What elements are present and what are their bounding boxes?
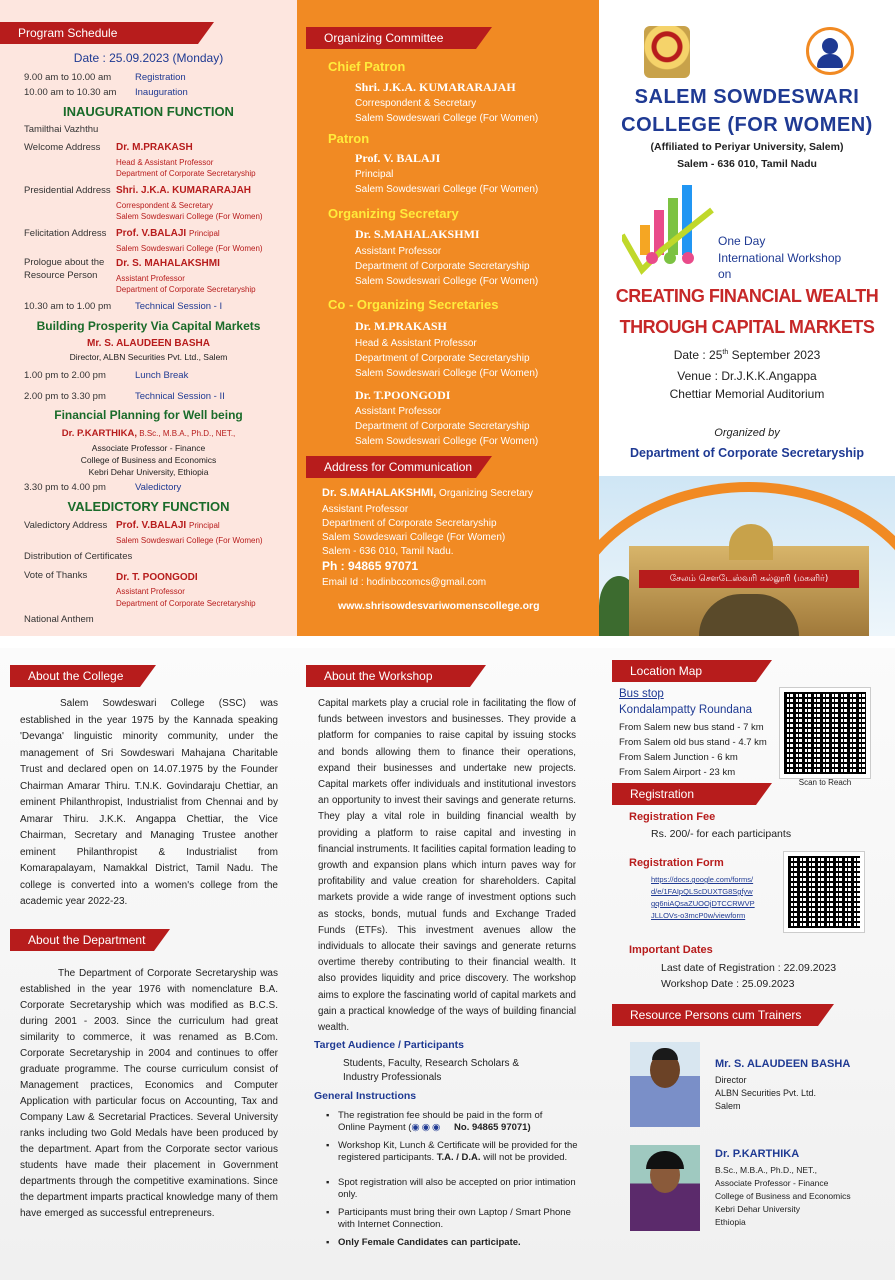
address-name: Dr. S.MAHALAKSHMI, bbox=[322, 487, 437, 499]
fel-name: Prof. V.BALAJI bbox=[116, 228, 187, 239]
last-date: Last date of Registration : 22.09.2023 bbox=[661, 962, 837, 974]
resource-photo-1 bbox=[630, 1042, 700, 1127]
vote-sub2: Department of Corporate Secretaryship bbox=[116, 599, 256, 608]
venue-2: Chettiar Memorial Auditorium bbox=[669, 387, 825, 401]
ts2-sub1: Associate Professor - Finance bbox=[91, 443, 206, 453]
website-link[interactable]: www.shrisowdesvariwomenscollege.org bbox=[338, 600, 540, 612]
location-header: Location Map bbox=[612, 660, 756, 682]
co2-name: Dr. T.POONGODI bbox=[355, 388, 451, 402]
vad-name: Prof. V.BALAJI bbox=[116, 520, 187, 531]
dept-logo-icon bbox=[806, 27, 854, 75]
resource-1-l3: Salem bbox=[715, 1101, 741, 1111]
lunch-label: Lunch Break bbox=[135, 370, 189, 381]
ws-one-day: One Day bbox=[718, 234, 766, 248]
patron-head: Patron bbox=[328, 131, 370, 146]
program-schedule-header: Program Schedule bbox=[0, 22, 198, 44]
general-instr-head: General Instructions bbox=[314, 1090, 417, 1102]
address-l4: Salem - 636 010, Tamil Nadu. bbox=[322, 546, 454, 557]
reg-label: Registration bbox=[135, 72, 186, 83]
ts1-name: Mr. S. ALAUDEEN BASHA bbox=[87, 338, 210, 349]
instr-1b: Online Payment ( bbox=[338, 1122, 412, 1133]
co-head: Co - Organizing Secretaries bbox=[328, 297, 499, 312]
patron-sub1: Principal bbox=[355, 169, 394, 180]
reg-fee: Rs. 200/- for each participants bbox=[651, 828, 792, 840]
target-audience-head: Target Audience / Participants bbox=[314, 1039, 464, 1051]
resource-header: Resource Persons cum Trainers bbox=[612, 1004, 818, 1026]
vad-name-wrap bbox=[116, 520, 220, 531]
registration-header: Registration bbox=[612, 783, 756, 805]
college-name-1: SALEM SOWDESWARI bbox=[634, 86, 860, 108]
welcome-sub2: Department of Corporate Secretaryship bbox=[116, 169, 256, 178]
about-college-text: Salem Sowdeswari College (SSC) was established in the year 1975 by the Kannada speaking 'Devanga' linguistic minority community, under the management of Sri Sowdeswari Mahajana Charitable Trust and declared open on 14.07.1975 by the Founder Chairman Amarar Thiru. T.N.K. Govindaraju Chettiar, an eminent Philanthropist, Industrialist from Chennai and by Amarar Thiru. J.K.K. Angappa Chettiar, the Vice Chairman, Secretary and Managing Trustee another eminent Philanthropist & Industrialist from Komarapalayam, Namakkal District, Tamil Nadu. The college is converted into a women's college from the academic year 2022-23. bbox=[20, 698, 278, 907]
committee-header: Organizing Committee bbox=[306, 27, 476, 49]
co1-sub1: Head & Assistant Professor bbox=[355, 338, 477, 349]
resource-2-l5: Ethiopia bbox=[715, 1217, 746, 1227]
sec-sub1: Assistant Professor bbox=[355, 246, 442, 257]
resource-2-name: Dr. P.KARTHIKA bbox=[715, 1148, 800, 1160]
workshop-title-2: THROUGH CAPITAL MARKETS bbox=[619, 317, 875, 337]
pres-label: Presidential Address bbox=[24, 185, 111, 196]
ts2-label: Technical Session - II bbox=[135, 391, 225, 402]
cover-date-prefix: Date : 25 bbox=[673, 348, 723, 362]
address-header: Address for Communication bbox=[306, 456, 476, 478]
ts2-time: 2.00 pm to 3.30 pm bbox=[24, 391, 106, 402]
instr-1c: No. 94865 97071) bbox=[451, 1122, 531, 1133]
welcome-name: Dr. M.PRAKASH bbox=[116, 142, 193, 153]
college-affil: (Affiliated to Periyar University, Salem) bbox=[650, 141, 844, 153]
ts2-name: Dr. P.KARTHIKA, bbox=[61, 428, 138, 439]
co2-sub1: Assistant Professor bbox=[355, 406, 442, 417]
resource-2-l1: B.Sc., M.B.A., Ph.D., NET., bbox=[715, 1165, 818, 1175]
about-dept-text: The Department of Corporate Secretaryship was established in the year 1976 with nomenclature B.A. Corporate Secretaryship which was modified as B.C.S. during 2001 - 2003. Since the curriculum had great similarity to commerce, it was renamed as B.Com. Corporate Secretaryship in 2004 and continues to offer graduate programme. The course curriculum consist of Management practices, Economics and Computer Application with particular focus on Accounting, Tax and Company Law & Secretarial Practices. Several University ranks including two Gold Medals have been produced by the department. Apart from the Corporate sector various students have made their placement in Government departments through the competitive examinations. Since the department imparts practical knowledge many of them have emerged as successful entrepreneurs. bbox=[20, 968, 278, 1219]
pres-sub2: Salem Sowdeswari College (For Women) bbox=[116, 212, 263, 221]
sec-head: Organizing Secretary bbox=[328, 206, 459, 221]
address-name-suffix: Organizing Secretary bbox=[436, 488, 533, 499]
fel-label: Felicitation Address bbox=[24, 228, 107, 239]
ts1-label: Technical Session - I bbox=[135, 301, 223, 312]
reg-url-2[interactable]: d/e/1FAIpQLScDUXTG8Sgfyw bbox=[651, 887, 753, 896]
bus-stop-name: Kondalampatty Roundana bbox=[619, 704, 752, 716]
tamilthai: Tamilthai Vazhthu bbox=[24, 124, 99, 135]
chief-head: Chief Patron bbox=[328, 59, 406, 74]
lunch-time: 1.00 pm to 2.00 pm bbox=[24, 370, 106, 381]
chief-sub1: Correspondent & Secretary bbox=[355, 98, 477, 109]
instr-1a: The registration fee should be paid in the form of bbox=[338, 1110, 543, 1121]
welcome-label: Welcome Address bbox=[24, 142, 101, 153]
dist: Distribution of Certificates bbox=[24, 551, 133, 562]
resource-2-l4: Kebri Dehar University bbox=[715, 1204, 801, 1214]
prol-label1: Prologue about the bbox=[24, 257, 105, 268]
chief-sub2: Salem Sowdeswari College (For Women) bbox=[355, 113, 539, 124]
address-l2: Department of Corporate Secretaryship bbox=[322, 518, 497, 529]
gate-text: சேலம் சௌடேஸ்வரி கல்லூரி (மகளிர்) bbox=[639, 570, 859, 588]
val-label: Valedictory bbox=[135, 482, 182, 493]
bus-stop-label: Bus stop bbox=[619, 688, 664, 700]
val-time: 3.30 pm to 4.00 pm bbox=[24, 482, 106, 493]
fel-suffix: Principal bbox=[188, 229, 220, 238]
ws-international: International Workshop bbox=[718, 251, 842, 265]
vad-suffix: Principal bbox=[188, 521, 220, 530]
ts2-sub3: Kebri Dehar University, Ethiopia bbox=[88, 467, 209, 477]
organized-by: Organized by bbox=[714, 427, 780, 439]
resource-2-l2: Associate Professor - Finance bbox=[715, 1178, 829, 1188]
vote-name: Dr. T. POONGODI bbox=[116, 572, 198, 583]
inaug-label: Inauguration bbox=[135, 87, 188, 98]
reg-form-link[interactable] bbox=[651, 874, 755, 922]
inaug-time: 10.00 am to 10.30 am bbox=[24, 87, 117, 98]
ws-on: on bbox=[718, 267, 732, 281]
reg-fee-head: Registration Fee bbox=[629, 811, 716, 823]
instr-2a: Workshop Kit, Lunch & Certificate will be provided for the registered participants. bbox=[338, 1140, 578, 1163]
instr-4: ▪ Participants must bring their own Laptop / Smart Phone with Internet Connection. bbox=[338, 1207, 578, 1231]
co1-sub2: Department of Corporate Secretaryship bbox=[355, 353, 530, 364]
patron-name: Prof. V. BALAJI bbox=[355, 151, 441, 165]
program-schedule-panel bbox=[0, 0, 297, 636]
about-workshop-text: Capital markets play a crucial role in facilitating the flow of funds between investors and businesses. They provide a platform for companies to raise capital by issuing stocks and bonds allowing them to finance their operations, expand their businesses and undertake new projects. Capital markets offer individuals and institutional investors an opportunity to invest their savings and generate returns. They play a vital role in building financial wealth by providing a platform to raise capital and investing in financial instruments. It facilities capital formation leading to growth and expansion plans which inturn paves way for profitability and value creation for shareholders. Capital markets provide a wide range of investment options such as stocks, bonds, mutual funds and Exchange Traded Funds (ETFs). This investment avenues allow the individuals to allocate their savings and generate returns overtime thereby contributing to their financial wealth. It also provides liquidity and price discovery. The workshop aims to explore the fascinating world of capital markets and gain a practical knowledge of the ways of building financial wealth. bbox=[318, 698, 576, 1034]
reg-form-head: Registration Form bbox=[629, 857, 724, 869]
ts2-name-wrap bbox=[0, 428, 297, 439]
instr-2b: T.A. / D.A. bbox=[434, 1152, 481, 1163]
reg-url-1[interactable]: https://docs.google.com/forms/ bbox=[651, 875, 754, 884]
ts1-time: 10.30 am to 1.00 pm bbox=[24, 301, 112, 312]
reg-url-4[interactable]: JLLOVs-o3mcP0w/viewform bbox=[651, 911, 746, 920]
ts1-sub: Director, ALBN Securities Pvt. Ltd., Salem bbox=[69, 352, 228, 362]
sec-sub3: Salem Sowdeswari College (For Women) bbox=[355, 276, 539, 287]
resource-2-l3: College of Business and Economics bbox=[715, 1191, 851, 1201]
resource-1-name: Mr. S. ALAUDEEN BASHA bbox=[715, 1058, 851, 1070]
location-qr-icon[interactable] bbox=[780, 688, 870, 778]
ts1-title: Building Prosperity Via Capital Markets bbox=[36, 319, 261, 333]
distance-2: From Salem old bus stand - 4.7 km bbox=[619, 737, 767, 748]
venue-1: Venue : Dr.J.K.K.Angappa bbox=[677, 369, 817, 383]
about-dept-header: About the Department bbox=[10, 929, 154, 951]
target-audience-2: Industry Professionals bbox=[343, 1072, 442, 1083]
about-workshop-header: About the Workshop bbox=[306, 665, 470, 687]
sec-sub2: Department of Corporate Secretaryship bbox=[355, 261, 530, 272]
fel-sub: Salem Sowdeswari College (For Women) bbox=[116, 244, 263, 253]
prol-sub1: Assistant Professor bbox=[116, 274, 185, 283]
co2-sub3: Salem Sowdeswari College (For Women) bbox=[355, 436, 539, 447]
patron-sub2: Salem Sowdeswari College (For Women) bbox=[355, 184, 539, 195]
welcome-sub1: Head & Assistant Professor bbox=[116, 158, 214, 167]
vad-label: Valedictory Address bbox=[24, 520, 108, 531]
target-audience-1: Students, Faculty, Research Scholars & bbox=[343, 1058, 520, 1069]
co1-name: Dr. M.PRAKASH bbox=[355, 319, 447, 333]
reg-time: 9.00 am to 10.00 am bbox=[24, 72, 112, 83]
instr-3: ▪ Spot registration will also be accepted on prior intimation only. bbox=[338, 1177, 578, 1201]
address-l3: Salem Sowdeswari College (For Women) bbox=[322, 532, 506, 543]
vote-sub1: Assistant Professor bbox=[116, 587, 185, 596]
co2-sub2: Department of Corporate Secretaryship bbox=[355, 421, 530, 432]
vad-sub: Salem Sowdeswari College (For Women) bbox=[116, 536, 263, 545]
chief-name: Shri. J.K.A. KUMARARAJAH bbox=[355, 80, 516, 94]
prol-sub2: Department of Corporate Secretaryship bbox=[116, 285, 256, 294]
cover-date-sup: th bbox=[722, 349, 729, 356]
vote-label: Vote of Thanks bbox=[24, 570, 88, 581]
fel-name-wrap bbox=[116, 228, 220, 239]
val-title: VALEDICTORY FUNCTION bbox=[67, 499, 230, 514]
distance-1: From Salem new bus stand - 7 km bbox=[619, 722, 764, 733]
prol-label2: Resource Person bbox=[24, 270, 98, 281]
instr-2 bbox=[338, 1140, 578, 1164]
sec-name: Dr. S.MAHALAKSHMI bbox=[355, 227, 480, 241]
instr-1 bbox=[338, 1110, 578, 1134]
inauguration-title: INAUGURATION FUNCTION bbox=[63, 104, 234, 119]
payment-icons: ◉◉◉ bbox=[411, 1122, 443, 1133]
workshop-logo-icon bbox=[622, 180, 718, 280]
college-name-2: COLLEGE (FOR WOMEN) bbox=[621, 114, 873, 136]
distance-4: From Salem Airport - 23 km bbox=[619, 767, 736, 778]
address-l1: Assistant Professor bbox=[322, 504, 409, 515]
college-emblem-icon bbox=[644, 26, 690, 78]
college-gate-image bbox=[599, 476, 895, 636]
resource-1-l1: Director bbox=[715, 1075, 747, 1085]
ts2-sub2: College of Business and Economics bbox=[80, 455, 217, 465]
address-email[interactable]: Email Id : hodinbccomcs@gmail.com bbox=[322, 577, 487, 588]
ts2-title: Financial Planning for Well being bbox=[54, 408, 243, 422]
anthem: National Anthem bbox=[24, 614, 94, 625]
scan-to-reach: Scan to Reach bbox=[798, 778, 852, 787]
resource-photo-2 bbox=[630, 1145, 700, 1231]
address-name-wrap bbox=[322, 487, 533, 499]
program-date: Date : 25.09.2023 (Monday) bbox=[73, 51, 224, 65]
distance-3: From Salem Junction - 6 km bbox=[619, 752, 738, 763]
cover-date-rest: September 2023 bbox=[728, 348, 821, 362]
workshop-title-1: CREATING FINANCIAL WEALTH bbox=[615, 286, 879, 306]
registration-qr-icon[interactable] bbox=[784, 852, 864, 932]
address-phone: Ph : 94865 97071 bbox=[322, 559, 419, 573]
instr-5: ▪ Only Female Candidates can participate. bbox=[338, 1237, 578, 1249]
instr-2c: will not be provided. bbox=[480, 1152, 568, 1163]
ts2-quals: B.Sc., M.B.A., Ph.D., NET., bbox=[137, 429, 236, 438]
workshop-date: Workshop Date : 25.09.2023 bbox=[661, 978, 795, 990]
pres-name: Shri. J.K.A. KUMARARAJAH bbox=[116, 185, 252, 196]
pres-sub1: Correspondent & Secretary bbox=[116, 201, 213, 210]
resource-1-l2: ALBN Securities Pvt. Ltd. bbox=[715, 1088, 817, 1098]
about-college-header: About the College bbox=[10, 665, 140, 687]
co1-sub3: Salem Sowdeswari College (For Women) bbox=[355, 368, 539, 379]
organizing-dept: Department of Corporate Secretaryship bbox=[629, 446, 865, 460]
prol-name: Dr. S. MAHALAKSHMI bbox=[116, 258, 220, 269]
college-addr: Salem - 636 010, Tamil Nadu bbox=[677, 158, 817, 170]
cover-date bbox=[599, 348, 895, 362]
important-dates-head: Important Dates bbox=[629, 944, 713, 956]
reg-url-3[interactable]: gq6niAQsaZUOOjDTCCRWVP bbox=[651, 899, 755, 908]
